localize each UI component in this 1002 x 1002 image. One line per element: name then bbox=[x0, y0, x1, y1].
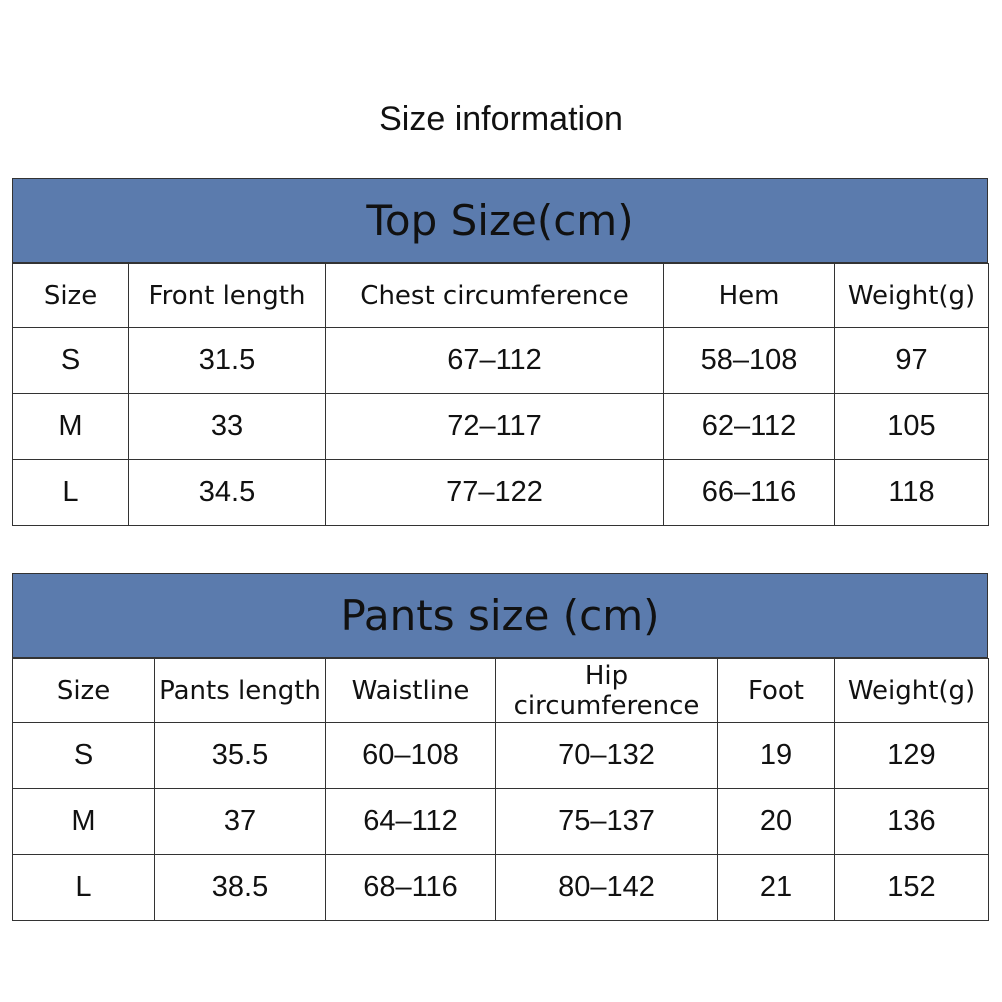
header-front-length: Front length bbox=[129, 264, 326, 328]
cell-chest-circumference: 72–117 bbox=[326, 394, 664, 460]
header-chest-circumference: Chest circumference bbox=[326, 264, 664, 328]
cell-hip-circumference: 80–142 bbox=[496, 855, 718, 921]
cell-hip-circumference: 75–137 bbox=[496, 789, 718, 855]
table-row bbox=[13, 723, 989, 789]
cell-front-length: 33 bbox=[129, 394, 326, 460]
pants-size-title: Pants size (cm) bbox=[12, 573, 988, 658]
cell-chest-circumference: 77–122 bbox=[326, 460, 664, 526]
cell-size: M bbox=[13, 394, 129, 460]
cell-foot: 19 bbox=[718, 723, 835, 789]
top-header-row bbox=[13, 264, 989, 328]
header-waistline: Waistline bbox=[326, 659, 496, 723]
page-title: Size information bbox=[379, 100, 623, 138]
cell-weight: 105 bbox=[835, 394, 989, 460]
cell-hem: 62–112 bbox=[664, 394, 835, 460]
cell-waistline: 68–116 bbox=[326, 855, 496, 921]
cell-front-length: 31.5 bbox=[129, 328, 326, 394]
cell-waistline: 60–108 bbox=[326, 723, 496, 789]
table-row bbox=[13, 789, 989, 855]
table-row bbox=[13, 460, 989, 526]
cell-size: L bbox=[13, 460, 129, 526]
cell-foot: 21 bbox=[718, 855, 835, 921]
cell-pants-length: 38.5 bbox=[155, 855, 326, 921]
cell-weight: 129 bbox=[835, 723, 989, 789]
cell-weight: 97 bbox=[835, 328, 989, 394]
cell-weight: 152 bbox=[835, 855, 989, 921]
cell-hip-circumference: 70–132 bbox=[496, 723, 718, 789]
header-size: Size bbox=[13, 264, 129, 328]
top-size-title: Top Size(cm) bbox=[12, 178, 988, 263]
header-weight: Weight(g) bbox=[835, 659, 989, 723]
cell-pants-length: 37 bbox=[155, 789, 326, 855]
header-foot: Foot bbox=[718, 659, 835, 723]
table-row bbox=[13, 328, 989, 394]
cell-waistline: 64–112 bbox=[326, 789, 496, 855]
header-pants-length: Pants length bbox=[155, 659, 326, 723]
cell-foot: 20 bbox=[718, 789, 835, 855]
pants-size-table bbox=[12, 573, 988, 921]
header-hem: Hem bbox=[664, 264, 835, 328]
cell-pants-length: 35.5 bbox=[155, 723, 326, 789]
cell-hem: 58–108 bbox=[664, 328, 835, 394]
cell-size: M bbox=[13, 789, 155, 855]
cell-chest-circumference: 67–112 bbox=[326, 328, 664, 394]
header-weight: Weight(g) bbox=[835, 264, 989, 328]
header-hip-circumference: Hip circumference bbox=[496, 659, 718, 723]
cell-size: S bbox=[13, 723, 155, 789]
table-row bbox=[13, 855, 989, 921]
table-row bbox=[13, 394, 989, 460]
top-size-table bbox=[12, 178, 988, 526]
cell-front-length: 34.5 bbox=[129, 460, 326, 526]
header-size: Size bbox=[13, 659, 155, 723]
pants-header-row bbox=[13, 659, 989, 723]
cell-size: L bbox=[13, 855, 155, 921]
cell-size: S bbox=[13, 328, 129, 394]
cell-weight: 118 bbox=[835, 460, 989, 526]
cell-hem: 66–116 bbox=[664, 460, 835, 526]
cell-weight: 136 bbox=[835, 789, 989, 855]
